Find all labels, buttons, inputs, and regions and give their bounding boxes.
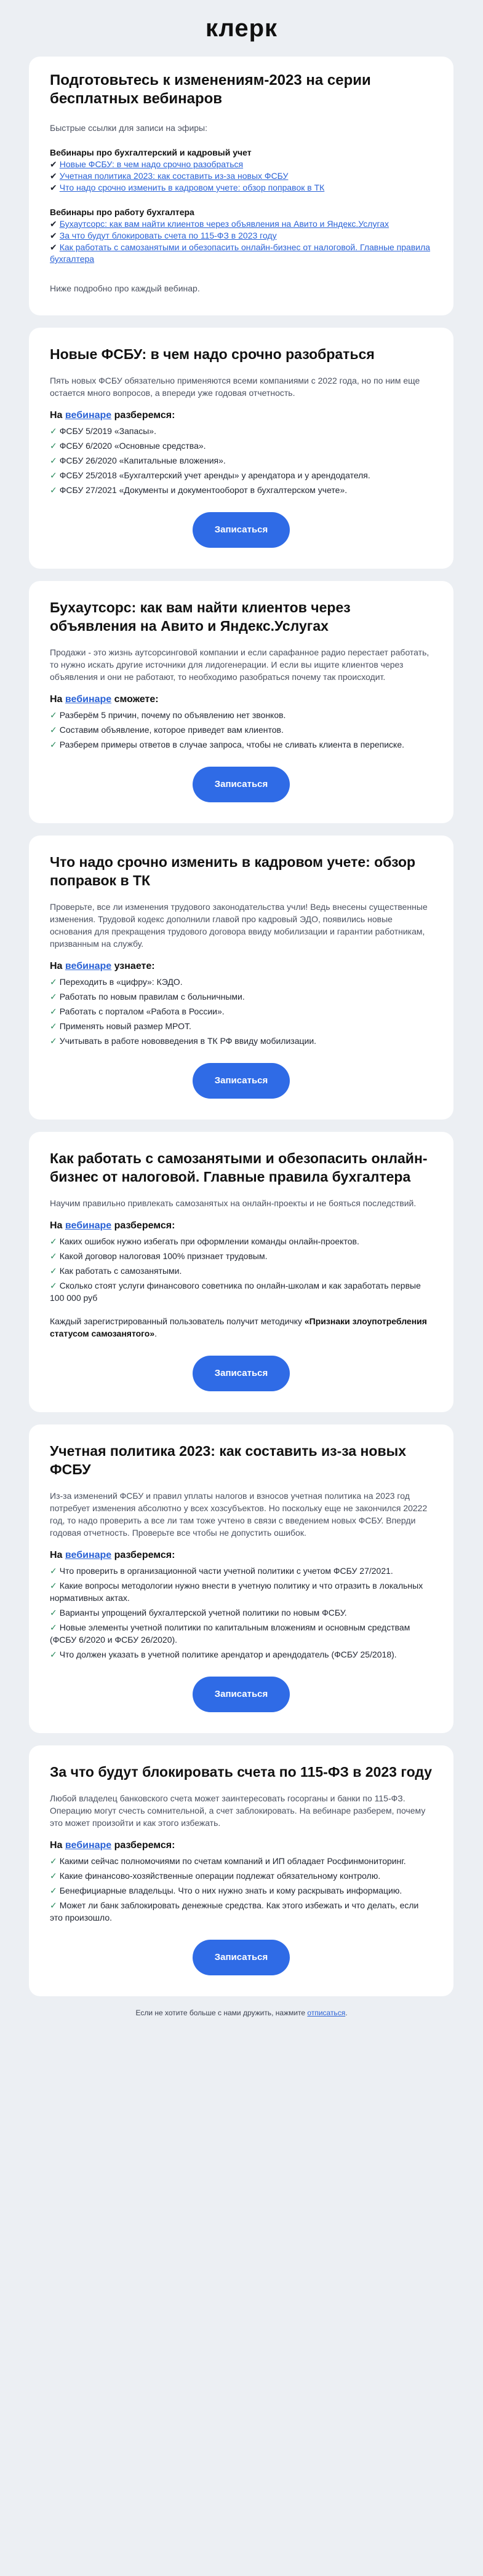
check-icon: ✓ <box>50 1581 57 1590</box>
webinar-description: Научим правильно привлекать самозанятых на онлайн-проекты и не бояться последствий. <box>50 1198 417 1208</box>
list-item <box>50 1565 433 1577</box>
list-item <box>50 1884 433 1897</box>
webinar-items <box>50 976 433 1047</box>
intro-link[interactable]: Как работать с самозанятыми и обезопасить онлайн-бизнес от налоговой. Главные правила бухгалтера <box>50 242 431 264</box>
logo-text: клерк <box>205 14 278 42</box>
webinar-title: Новые ФСБУ: в чем надо срочно разобраться <box>50 346 375 362</box>
register-button[interactable]: Записаться <box>193 512 290 548</box>
item-text: Работать по новым правилам с больничными. <box>59 992 245 1002</box>
webinar-card <box>29 581 453 823</box>
webinar-lead <box>50 1550 433 1561</box>
lead-prefix: На <box>50 410 65 421</box>
list-item <box>50 1005 433 1017</box>
webinar-lead <box>50 1220 433 1231</box>
intro-link[interactable]: За что будут блокировать счета по 115-ФЗ в 2023 году <box>59 231 277 240</box>
item-text: Что должен указать в учетной политике арендатор и арендодатель (ФСБУ 25/2018). <box>59 1650 397 1659</box>
webinar-card <box>29 1132 453 1412</box>
list-item <box>50 724 433 736</box>
check-icon: ✓ <box>50 1266 57 1276</box>
item-text: Составим объявление, которое приведет вам клиентов. <box>59 725 284 735</box>
intro-link[interactable]: Что надо срочно изменить в кадровом учете: обзор поправок в ТК <box>59 183 325 192</box>
check-icon: ✔ <box>50 231 57 240</box>
check-icon: ✓ <box>50 992 57 1002</box>
check-icon: ✓ <box>50 485 57 495</box>
list-item <box>50 990 433 1003</box>
lead-suffix: разберемся: <box>111 1840 175 1851</box>
webinar-title: Что надо срочно изменить в кадровом учете: обзор поправок в ТК <box>50 854 416 888</box>
intro-footer-text: Ниже подробно про каждый вебинар. <box>50 283 200 293</box>
list-item <box>50 1606 433 1619</box>
check-icon: ✓ <box>50 1900 57 1910</box>
list-item <box>50 1035 433 1047</box>
webinar-card <box>29 1745 453 1996</box>
lead-suffix: сможете: <box>111 694 159 705</box>
item-text: Какие вопросы методологии нужно внести в учетную политику и что отразить в локальных нормативных актах. <box>50 1581 423 1603</box>
lead-suffix: разберемся: <box>111 1550 175 1560</box>
register-button[interactable]: Записаться <box>193 1063 290 1099</box>
item-text: Может ли банк заблокировать денежные средства. Как этого избежать и что делать, если это произошло. <box>50 1900 419 1922</box>
item-text: ФСБУ 5/2019 «Запасы». <box>59 426 156 436</box>
webinar-link[interactable]: вебинаре <box>65 694 112 705</box>
klerk-logo[interactable] <box>0 0 483 57</box>
list-item <box>50 1870 433 1882</box>
intro-link[interactable]: Учетная политика 2023: как составить из-за новых ФСБУ <box>59 171 289 181</box>
footer-suffix: . <box>345 2009 348 2017</box>
list-item <box>50 1265 433 1277</box>
button-wrap <box>50 1677 433 1712</box>
list-item <box>50 738 433 751</box>
webinar-link[interactable]: вебинаре <box>65 1220 112 1231</box>
list-item <box>50 1279 433 1304</box>
check-icon: ✔ <box>50 219 57 229</box>
item-text: ФСБУ 27/2021 «Документы и документооборот в бухгалтерском учете». <box>59 485 348 495</box>
button-wrap <box>50 1063 433 1099</box>
webinar-lead <box>50 1840 433 1851</box>
lead-prefix: На <box>50 694 65 705</box>
webinar-title: За что будут блокировать счета по 115-ФЗ в 2023 году <box>50 1764 433 1780</box>
lead-prefix: На <box>50 1550 65 1560</box>
intro-card <box>29 57 453 315</box>
footer <box>0 2009 483 2017</box>
check-icon: ✓ <box>50 1236 57 1246</box>
check-icon: ✓ <box>50 470 57 480</box>
item-text: ФСБУ 6/2020 «Основные средства». <box>59 441 206 451</box>
footer-text: Если не хотите больше с нами дружить, нажмите <box>135 2009 308 2017</box>
webinar-items <box>50 1855 433 1924</box>
check-icon: ✔ <box>50 242 57 252</box>
group1-title: Вебинары про бухгалтерский и кадровый учет <box>50 148 252 157</box>
webinar-link[interactable]: вебинаре <box>65 961 112 971</box>
check-icon: ✓ <box>50 710 57 720</box>
lead-suffix: разберемся: <box>111 1220 175 1231</box>
item-text: Учитывать в работе нововведения в ТК РФ ввиду мобилизации. <box>59 1036 317 1046</box>
webinar-card <box>29 328 453 569</box>
register-button[interactable]: Записаться <box>193 1677 290 1712</box>
webinar-items <box>50 709 433 751</box>
item-text: Какой договор налоговая 100% признает трудовым. <box>59 1251 268 1261</box>
list-item <box>50 1648 433 1661</box>
check-icon: ✔ <box>50 183 57 192</box>
check-icon: ✓ <box>50 740 57 749</box>
intro-link-item <box>50 218 433 230</box>
check-icon: ✔ <box>50 159 57 169</box>
item-text: Какими сейчас полномочиями по счетам компаний и ИП обладает Росфинмониторинг. <box>59 1856 406 1866</box>
intro-link[interactable]: Новые ФСБУ: в чем надо срочно разобраться <box>59 159 244 169</box>
list-item <box>50 1235 433 1247</box>
group2-title: Вебинары про работу бухгалтера <box>50 207 194 217</box>
webinar-link[interactable]: вебинаре <box>65 1550 112 1560</box>
lead-prefix: На <box>50 961 65 971</box>
check-icon: ✓ <box>50 1021 57 1031</box>
item-text: Разберём 5 причин, почему по объявлению нет звонков. <box>59 710 286 720</box>
check-icon: ✓ <box>50 1622 57 1632</box>
item-text: Каких ошибок нужно избегать при оформлении команды онлайн-проектов. <box>59 1236 359 1246</box>
intro-link[interactable]: Бухаутсорс: как вам найти клиентов через объявления на Авито и Яндекс.Услугах <box>59 219 389 229</box>
check-icon: ✓ <box>50 1566 57 1576</box>
bonus-note <box>50 1315 433 1340</box>
check-icon: ✓ <box>50 725 57 735</box>
item-text: ФСБУ 25/2018 «Бухгалтерский учет аренды» у арендатора и у арендодателя. <box>59 470 370 480</box>
check-icon: ✓ <box>50 426 57 436</box>
check-icon: ✓ <box>50 1036 57 1046</box>
webinar-items <box>50 1565 433 1661</box>
intro-link-item <box>50 230 433 242</box>
check-icon: ✓ <box>50 1251 57 1261</box>
lead-prefix: На <box>50 1220 65 1231</box>
list-item <box>50 1250 433 1262</box>
webinar-description: Пять новых ФСБУ обязательно применяются всеми компаниями с 2022 года, но по ним еще остается много вопросов, а впереди уже годовая отчетность. <box>50 376 420 398</box>
lead-suffix: разберемся: <box>111 410 175 421</box>
check-icon: ✓ <box>50 977 57 987</box>
button-wrap <box>50 767 433 802</box>
webinar-description: Из-за изменений ФСБУ и правил уплаты налогов и взносов учетная политика на 2023 год потребует изменения абсолютно у всех хозсубъектов. Но поскольку еще не закончился 20222 год, то надо проверить а все ли там тоже учтено в связи с введением новых ФСБУ. Вперди годовая отчетность. Проверьте все чтобы не допустить ошибок. <box>50 1491 428 1538</box>
bonus-prefix: Каждый зарегистрированный пользователь получит методичку <box>50 1316 305 1326</box>
check-icon: ✔ <box>50 171 57 181</box>
lead-prefix: На <box>50 1840 65 1851</box>
item-text: Применять новый размер МРОТ. <box>59 1021 191 1031</box>
webinar-lead <box>50 961 433 972</box>
intro-title: Подготовьтесь к изменениям-2023 на серии бесплатных вебинаров <box>50 72 371 107</box>
list-item <box>50 976 433 988</box>
item-text: Переходить в «цифру»: КЭДО. <box>59 977 183 987</box>
webinar-lead <box>50 694 433 705</box>
item-text: ФСБУ 26/2020 «Капитальные вложения». <box>59 456 226 465</box>
list-item <box>50 1899 433 1924</box>
webinar-link[interactable]: вебинаре <box>65 1840 112 1851</box>
check-icon: ✓ <box>50 441 57 451</box>
item-text: Разберем примеры ответов в случае запроса, чтобы не сливать клиента в переписке. <box>59 740 405 749</box>
intro-link-item <box>50 182 433 194</box>
check-icon: ✓ <box>50 1650 57 1659</box>
webinar-title: Учетная политика 2023: как составить из-за новых ФСБУ <box>50 1443 407 1477</box>
webinar-title: Бухаутсорс: как вам найти клиентов через объявления на Авито и Яндекс.Услугах <box>50 599 351 634</box>
button-wrap <box>50 1940 433 1975</box>
webinar-description: Проверьте, все ли изменения трудового законодательства учли! Ведь внесены существенные изменения. Трудовой кодекс дополнили главой про кадровый ЭДО, появились новые основания для прекращения трудового договора ввиду мобилизации и гарантии работникам, призванным на службу. <box>50 902 428 949</box>
webinar-title: Как работать с самозанятыми и обезопасить онлайн-бизнес от налоговой. Главные правила бухгалтера <box>50 1150 428 1185</box>
button-wrap <box>50 1356 433 1391</box>
webinar-link[interactable]: вебинаре <box>65 410 112 421</box>
item-text: Бенефициарные владельцы. Что о них нужно знать и кому раскрывать информацию. <box>59 1886 402 1895</box>
list-item <box>50 454 433 467</box>
button-wrap <box>50 512 433 548</box>
check-icon: ✓ <box>50 1006 57 1016</box>
webinar-description: Продажи - это жизнь аутсорсинговой компании и если сарафанное радио перестает работать, то нужно искать другие источники для лидогенерации. И если вы ищите клиентов через объявления и они не работают, то необходимо разобраться почему так происходит. <box>50 647 429 682</box>
intro-subtitle: Быстрые ссылки для записи на эфиры: <box>50 123 208 133</box>
item-text: Как работать с самозанятыми. <box>59 1266 182 1276</box>
item-text: Варианты упрощений бухгалтерской учетной политики по новым ФСБУ. <box>59 1608 347 1618</box>
webinar-items <box>50 1235 433 1304</box>
register-button[interactable]: Записаться <box>193 1356 290 1391</box>
register-button[interactable]: Записаться <box>193 1940 290 1975</box>
list-item <box>50 1855 433 1867</box>
list-item <box>50 1020 433 1032</box>
item-text: Сколько стоят услуги финансового советника по онлайн-школам и как заработать первые 100 000 руб <box>50 1281 421 1303</box>
intro-link-item <box>50 170 433 182</box>
group2-links <box>50 218 433 265</box>
check-icon: ✓ <box>50 1608 57 1618</box>
check-icon: ✓ <box>50 1281 57 1290</box>
list-item <box>50 1579 433 1604</box>
list-item <box>50 1621 433 1646</box>
list-item <box>50 709 433 721</box>
group1-links <box>50 159 433 194</box>
bonus-title: «Признаки злоупотребления статусом самозанятого» <box>50 1316 427 1338</box>
item-text: Что проверить в организационной части учетной политики с учетом ФСБУ 27/2021. <box>59 1566 393 1576</box>
list-item <box>50 484 433 496</box>
webinar-items <box>50 425 433 496</box>
list-item <box>50 425 433 437</box>
check-icon: ✓ <box>50 1871 57 1881</box>
webinar-lead <box>50 410 433 421</box>
intro-link-item <box>50 159 433 170</box>
item-text: Новые элементы учетной политики по капитальным вложениям и основным средствам (ФСБУ 6/2020 и ФСБУ 26/2020). <box>50 1622 410 1645</box>
list-item <box>50 469 433 481</box>
webinar-card <box>29 1424 453 1733</box>
check-icon: ✓ <box>50 456 57 465</box>
webinar-description: Любой владелец банковского счета может заинтересовать госорганы и банки по 115-ФЗ. Операцию могут счесть сомнительной, а счет заблокировать. На вебинаре разберем, почему это может произойти и как этого избежать. <box>50 1793 426 1828</box>
item-text: Какие финансово-хозяйственные операции подлежат обязательному контролю. <box>59 1871 381 1881</box>
bonus-suffix: . <box>154 1329 158 1338</box>
intro-link-item <box>50 242 433 265</box>
lead-suffix: узнаете: <box>111 961 155 971</box>
check-icon: ✓ <box>50 1856 57 1866</box>
unsubscribe-link[interactable]: отписаться <box>307 2009 346 2017</box>
register-button[interactable]: Записаться <box>193 767 290 802</box>
list-item <box>50 440 433 452</box>
check-icon: ✓ <box>50 1886 57 1895</box>
item-text: Работать с порталом «Работа в России». <box>59 1006 225 1016</box>
webinar-card <box>29 836 453 1120</box>
